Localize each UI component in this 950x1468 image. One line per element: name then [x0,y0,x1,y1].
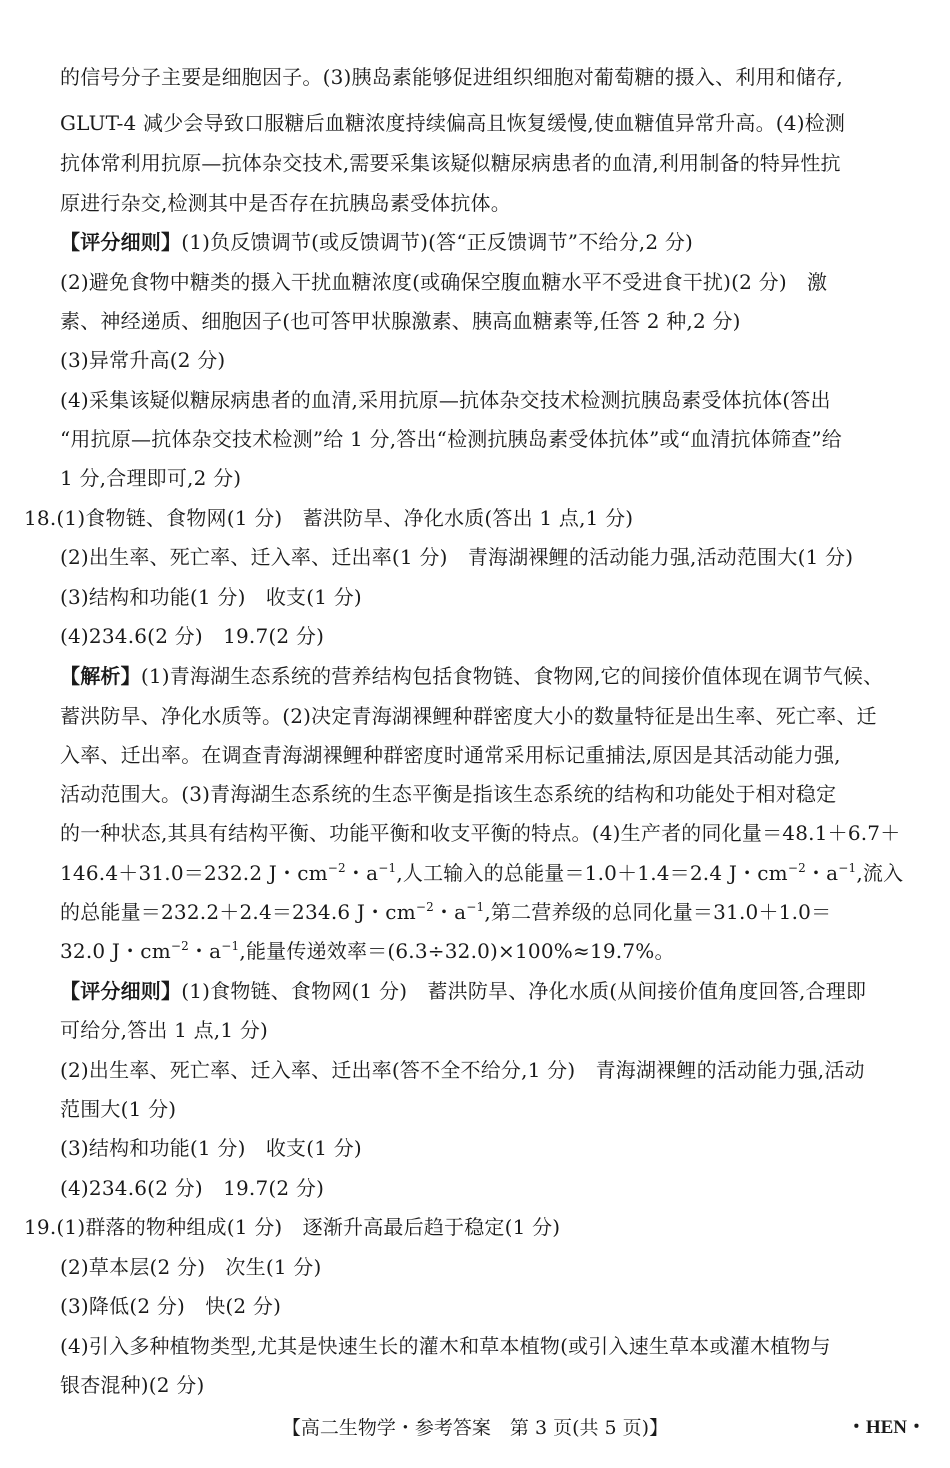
text-span: ,流入 [856,861,904,885]
text-span: ・a [188,939,222,963]
analysis-line [60,661,930,691]
text-line: (3)结构和功能(1 分) 收支(1 分) [60,585,362,609]
text-span: (1)食物链、食物网(1 分) 蓄洪防旱、净化水质(从间接价值角度回答,合理即 [181,979,867,1003]
formula-line [60,858,930,888]
text-line: 1 分,合理即可,2 分) [60,466,242,490]
text-line: 的一种状态,其具有结构平衡、功能平衡和收支平衡的特点。(4)生产者的同化量＝48.1＋6.7＋ [60,821,901,845]
exponent: −2 [170,939,189,953]
text-line: 抗体常利用抗原—抗体杂交技术,需要采集该疑似糖尿病患者的血清,利用制备的特异性抗 [60,151,841,175]
text-line: 素、神经递质、细胞因子(也可答甲状腺激素、胰高血糖素等,任答 2 种,2 分) [60,309,741,333]
formula-line [60,936,930,966]
text-line: (4)采集该疑似糖尿病患者的血清,采用抗原—抗体杂交技术检测抗胰岛素受体抗体(答出 [60,388,831,412]
text-line: 蓄洪防旱、净化水质等。(2)决定青海湖裸鲤种群密度大小的数量特征是出生率、死亡率、迁 [60,704,877,728]
text-span: 的总能量＝232.2＋2.4＝234.6 J・cm [60,900,416,924]
text-span: ・a [345,861,379,885]
exponent: −2 [415,900,434,914]
text-line: (3)结构和功能(1 分) 收支(1 分) [60,1136,362,1160]
text-span: 32.0 J・cm [60,939,171,963]
exponent: −1 [838,861,857,875]
text-line: (3)异常升高(2 分) [60,348,226,372]
page-footer [0,1413,950,1443]
scoring-rules-label: 【评分细则】 [60,230,182,254]
text-span: ,第二营养级的总同化量＝31.0＋1.0＝ [484,900,832,924]
exponent: −1 [378,861,397,875]
text-line: 原进行杂交,检测其中是否存在抗胰岛素受体抗体。 [60,191,511,215]
text-line: 的信号分子主要是细胞因子。(3)胰岛素能够促进组织细胞对葡萄糖的摄入、利用和储存, [60,65,843,89]
footer-page-info: 【高二生物学・参考答案 第 3 页(共 5 页)】 [281,1417,669,1439]
formula-line [60,897,930,927]
text-line: 可给分,答出 1 点,1 分) [60,1018,269,1042]
scoring-rules-line [60,227,930,257]
text-line: (4)234.6(2 分) 19.7(2 分) [60,1176,325,1200]
text-line: (2)草本层(2 分) 次生(1 分) [60,1255,322,1279]
text-line: 入率、迁出率。在调查青海湖裸鲤种群密度时通常采用标记重捕法,原因是其活动能力强, [60,743,841,767]
text-span: ・a [805,861,839,885]
text-line: (3)降低(2 分) 快(2 分) [60,1294,282,1318]
text-line: (2)出生率、死亡率、迁入率、迁出率(答不全不给分,1 分) 青海湖裸鲤的活动能力强,活动 [60,1058,865,1082]
text-span: ,能量传递效率＝(6.3÷32.0)×100%≈19.7%。 [239,939,675,963]
analysis-label: 【解析】 [60,664,141,688]
scoring-rules-line [60,976,930,1006]
text-line: (2)避免食物中糖类的摄入干扰血糖浓度(或确保空腹血糖水平不受进食干扰)(2 分) 激 [60,270,828,294]
text-line: 范围大(1 分) [60,1097,177,1121]
text-line: GLUT-4 减少会导致口服糖后血糖浓度持续偏高且恢复缓慢,使血糖值异常升高。(4)检测 [60,111,846,135]
text-span: (1)青海湖生态系统的营养结构包括食物链、食物网,它的间接价值体现在调节气候、 [140,664,884,688]
text-line: “用抗原—抗体杂交技术检测”给 1 分,答出“检测抗胰岛素受体抗体”或“血清抗体筛查”给 [60,427,842,451]
scoring-rules-label: 【评分细则】 [60,979,182,1003]
exponent: −2 [787,861,806,875]
text-span: (1)负反馈调节(或反馈调节)(答“正反馈调节”不给分,2 分) [181,230,694,254]
text-span: ・a [433,900,467,924]
question-19-line: 19.(1)群落的物种组成(1 分) 逐渐升高最后趋于稳定(1 分) [24,1215,561,1239]
exponent: −1 [466,900,485,914]
text-line: (2)出生率、死亡率、迁入率、迁出率(1 分) 青海湖裸鲤的活动能力强,活动范围大(1 分) [60,545,854,569]
exponent: −2 [327,861,346,875]
text-span: 146.4＋31.0＝232.2 J・cm [60,861,328,885]
text-line: 银杏混种)(2 分) [60,1373,205,1397]
text-line: (4)引入多种植物类型,尤其是快速生长的灌木和草本植物(或引入速生草本或灌木植物与 [60,1334,831,1358]
text-span: ,人工输入的总能量＝1.0＋1.4＝2.4 J・cm [396,861,788,885]
question-18-line: 18.(1)食物链、食物网(1 分) 蓄洪防旱、净化水质(答出 1 点,1 分) [24,506,634,530]
footer-code: ・HEN・ [846,1417,926,1438]
text-line: 活动范围大。(3)青海湖生态系统的生态平衡是指该生态系统的结构和功能处于相对稳定 [60,782,837,806]
exponent: −1 [221,939,240,953]
text-line: (4)234.6(2 分) 19.7(2 分) [60,624,325,648]
